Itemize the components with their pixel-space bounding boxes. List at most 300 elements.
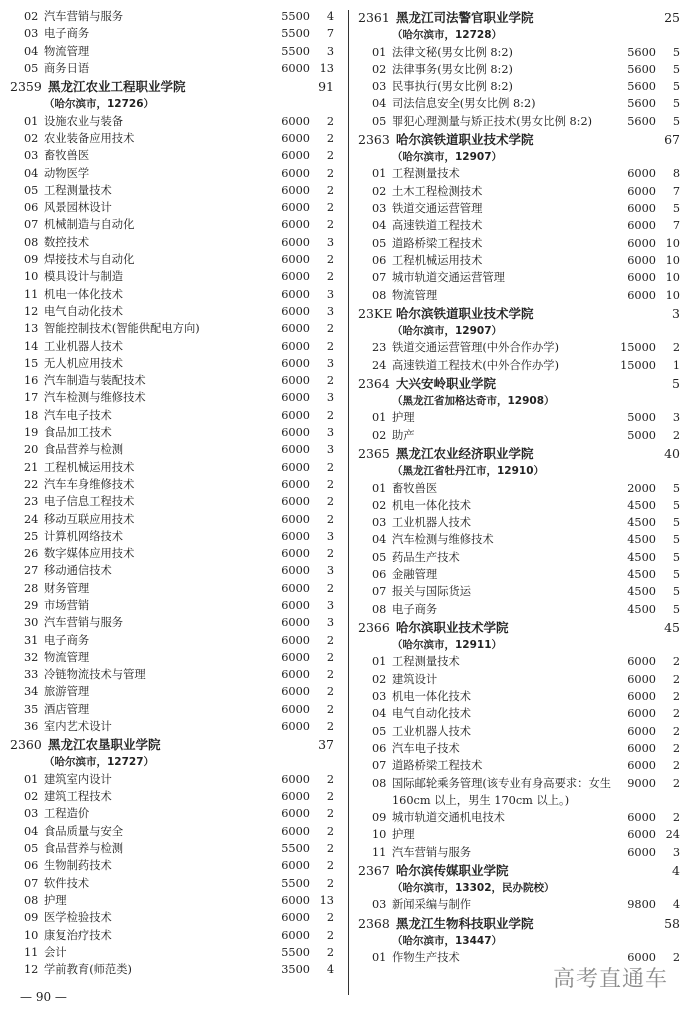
major-name: 汽车检测与维修技术 [44,391,146,405]
major-row [10,234,340,251]
tuition-fee: 5500 [281,44,310,58]
major-code: 09 [372,811,387,825]
plan-count: 3 [326,391,334,405]
tuition-fee: 5600 [627,80,656,94]
major-row [10,60,340,77]
major-name: 金融管理 [392,568,438,582]
plan-count: 7 [672,184,680,198]
major-row [10,961,340,978]
major-name: 软件技术 [44,876,90,890]
plan-count: 3 [326,426,334,440]
tuition-fee: 6000 [281,650,310,664]
major-name: 罪犯心理测量与矫正技术(男女比例 8:2) [392,114,593,128]
major-row [10,407,340,424]
major-row [358,287,686,304]
major-row [10,303,340,320]
tuition-fee: 6000 [281,304,310,318]
major-code: 09 [24,911,39,925]
major-code: 11 [372,845,387,859]
major-code: 11 [24,287,39,301]
major-name: 冷链物流技术与管理 [44,668,146,682]
major-code: 08 [372,776,387,790]
plan-count: 3 [326,616,334,630]
tuition-fee: 5600 [627,45,656,59]
major-name: 民事执行(男女比例 8:2) [392,80,513,94]
plan-count: 2 [326,876,334,890]
major-code: 24 [372,358,387,372]
major-row [358,566,686,583]
plan-count: 2 [672,776,680,790]
major-row [358,844,686,861]
tuition-fee: 6000 [627,828,656,842]
major-name: 食品质量与安全 [44,824,124,838]
major-name: 酒店管理 [44,702,90,716]
major-code: 04 [24,44,39,58]
major-code: 04 [372,219,387,233]
major-row [10,286,340,303]
plan-count: 5 [672,568,680,582]
major-code: 29 [24,599,39,612]
major-row [358,183,686,200]
major-code: 08 [372,602,387,616]
major-name: 高速铁道工程技术(中外合作办学) [392,358,559,372]
school-header [358,374,686,393]
major-code: 17 [24,391,39,405]
plan-count: 2 [326,495,334,509]
major-row [10,424,340,441]
major-row [10,165,340,182]
major-code: 04 [24,824,39,838]
tuition-fee: 5600 [627,97,656,111]
plan-count: 4 [326,10,334,23]
tuition-fee: 6000 [281,547,310,561]
major-code: 02 [372,184,387,198]
tuition-fee: 6000 [281,235,310,249]
major-code: 14 [24,339,39,353]
tuition-fee: 6000 [281,859,310,873]
major-code: 16 [24,374,39,388]
school-location: （黑龙江省牡丹江市，12910） [392,465,545,478]
major-name: 财务管理 [44,581,90,595]
tuition-fee: 4500 [627,516,656,530]
major-name: 工程测量技术 [392,655,460,669]
tuition-fee: 6000 [281,512,310,526]
major-code: 07 [372,585,387,599]
school-code: 2366 [358,619,390,635]
major-row [358,252,686,269]
major-name: 城市轨道交通运营管理 [392,271,505,285]
school-location: （哈尔滨市，12727） [44,756,155,769]
school-total: 37 [318,737,334,753]
tuition-fee: 6000 [281,253,310,267]
major-name: 市场营销 [44,599,90,612]
major-name: 学前教育(师范类) [44,963,132,977]
tuition-fee: 6000 [627,202,656,216]
major-code: 19 [24,426,39,440]
major-row [358,497,686,514]
major-row [10,944,340,961]
major-name: 汽车车身维修技术 [44,477,135,491]
school-name: 黑龙江农垦职业学院 [48,737,161,753]
plan-count: 2 [326,859,334,873]
major-row [358,826,686,843]
major-row [358,61,686,78]
major-code: 03 [24,807,39,821]
school-code: 23KE [358,305,393,321]
tuition-fee: 6000 [281,61,310,75]
tuition-fee: 6000 [281,529,310,543]
left-column [10,8,340,978]
plan-count: 2 [672,690,680,704]
plan-count: 1 [672,358,680,372]
tuition-fee: 6000 [627,724,656,738]
plan-count: 3 [326,443,334,457]
school-code: 2360 [10,737,42,753]
major-name: 焊接技术与自动化 [44,253,135,267]
plan-count: 2 [326,166,334,180]
major-name: 电子商务 [44,633,90,647]
school-total: 40 [664,446,680,462]
plan-count: 2 [326,183,334,197]
major-code: 06 [24,859,39,873]
major-name: 畜牧兽医 [44,149,90,163]
plan-count: 8 [672,167,680,181]
plan-count: 10 [665,288,680,302]
major-row [358,775,686,810]
major-row [10,823,340,840]
school-location: （哈尔滨市，12726） [44,98,155,111]
major-code: 08 [24,235,39,249]
tuition-fee: 6000 [281,495,310,509]
major-code: 03 [372,690,387,704]
plan-count: 2 [672,707,680,721]
major-name: 数控技术 [44,235,90,249]
plan-count: 10 [665,271,680,285]
major-name: 土木工程检测技术 [392,184,483,198]
school-code: 2364 [358,375,390,391]
major-row [358,78,686,95]
major-row [10,875,340,892]
plan-count: 2 [672,951,680,965]
tuition-fee: 6000 [627,951,656,965]
tuition-fee: 5000 [627,411,656,425]
major-row [358,531,686,548]
major-code: 03 [372,898,387,912]
tuition-fee: 6000 [281,807,310,821]
tuition-fee: 6000 [627,672,656,686]
plan-count: 5 [672,97,680,111]
school-name: 哈尔滨传媒职业学院 [396,862,509,878]
major-code: 05 [372,724,387,738]
tuition-fee: 6000 [281,322,310,336]
major-code: 07 [24,218,39,232]
major-code: 02 [372,428,387,442]
major-code: 22 [24,477,39,491]
plan-count: 5 [672,62,680,76]
school-total: 5 [672,375,680,391]
plan-count: 2 [672,341,680,355]
major-name: 医学检验技术 [44,911,112,925]
major-code: 04 [372,97,387,111]
major-code: 08 [24,893,39,907]
major-code: 03 [24,149,39,163]
major-row [10,459,340,476]
major-row [10,840,340,857]
tuition-fee: 6000 [281,131,310,145]
tuition-fee: 5600 [627,114,656,128]
plan-count: 3 [326,287,334,301]
tuition-fee: 6000 [627,707,656,721]
major-row [10,113,340,130]
major-code: 02 [24,790,39,804]
major-name: 汽车营销与服务 [392,845,472,859]
plan-count: 2 [326,772,334,786]
plan-count: 5 [672,516,680,530]
major-row [358,740,686,757]
major-name: 建筑室内设计 [44,772,112,786]
major-code: 01 [372,481,387,495]
tuition-fee: 6000 [281,391,310,405]
school-code: 2363 [358,131,390,147]
school-name: 哈尔滨职业技术学院 [396,619,509,635]
major-code: 12 [24,963,39,977]
major-row [10,562,340,579]
tuition-fee: 6000 [281,218,310,232]
major-row [10,666,340,683]
major-row [358,409,686,426]
major-row [358,549,686,566]
major-code: 10 [24,928,39,942]
plan-count: 7 [672,219,680,233]
major-name: 汽车电子技术 [44,408,112,422]
tuition-fee: 4500 [627,498,656,512]
major-row [10,43,340,60]
school-header [358,914,686,933]
major-code: 01 [24,772,39,786]
major-row [10,8,340,25]
major-code: 15 [24,356,39,370]
tuition-fee: 5500 [281,876,310,890]
major-code: 05 [24,183,39,197]
major-name: 智能控制技术(智能供配电方向) [44,322,200,336]
tuition-fee: 6000 [627,845,656,859]
major-code: 04 [372,533,387,547]
plan-count: 2 [326,824,334,838]
major-code: 13 [24,322,39,336]
major-name: 汽车电子技术 [392,741,460,755]
major-name: 护理 [392,411,415,425]
major-name: 汽车营销与服务 [44,616,124,630]
major-code: 01 [372,655,387,669]
plan-count: 3 [326,356,334,370]
major-name: 建筑工程技术 [44,790,112,804]
major-name: 食品营养与检测 [44,443,124,457]
plan-count: 4 [672,898,680,912]
school-total: 67 [664,131,680,147]
major-name: 司法信息安全(男女比例 8:2) [392,97,536,111]
major-row [358,269,686,286]
major-name: 道路桥梁工程技术 [392,236,483,250]
major-code: 36 [24,720,39,734]
school-location: （哈尔滨市，12728） [392,29,503,41]
major-name: 高速铁道工程技术 [392,219,483,233]
major-row [10,632,340,649]
major-name: 机电一体化技术 [392,498,472,512]
major-code: 30 [24,616,39,630]
major-code: 03 [24,27,39,41]
plan-count: 2 [326,374,334,388]
major-code: 11 [24,945,39,959]
major-code: 02 [372,62,387,76]
tuition-fee: 6000 [281,339,310,353]
major-code: 06 [24,201,39,215]
major-code: 05 [372,550,387,564]
major-row [10,493,340,510]
school-name: 黑龙江农业工程职业学院 [48,79,186,95]
major-row [10,476,340,493]
major-row [10,857,340,874]
plan-count: 2 [326,581,334,595]
major-name: 工业机器人技术 [392,724,472,738]
major-code: 06 [372,253,387,267]
major-name: 工程机械运用技术 [44,460,135,474]
tuition-fee: 6000 [281,426,310,440]
tuition-fee: 6000 [281,356,310,370]
major-row [358,95,686,112]
plan-count: 2 [326,928,334,942]
tuition-fee: 6000 [281,720,310,734]
plan-count: 2 [672,811,680,825]
tuition-fee: 15000 [620,358,656,372]
major-code: 01 [372,411,387,425]
plan-count: 10 [665,236,680,250]
school-header [358,8,686,27]
major-row [358,235,686,252]
tuition-fee: 5000 [627,428,656,442]
plan-count: 2 [326,945,334,959]
major-row [358,705,686,722]
major-row [10,545,340,562]
major-row [358,653,686,670]
plan-count: 2 [326,547,334,561]
major-code: 02 [24,131,39,145]
major-code: 26 [24,547,39,561]
plan-count: 5 [672,498,680,512]
tuition-fee: 6000 [627,741,656,755]
plan-count: 2 [326,911,334,925]
school-name: 哈尔滨铁道职业技术学院 [396,305,534,321]
major-name: 康复治疗技术 [44,928,112,942]
tuition-fee: 6000 [281,149,310,163]
major-row [10,788,340,805]
school-header [10,735,340,754]
major-row [358,896,686,913]
major-row [358,583,686,600]
major-row [358,165,686,182]
major-code: 01 [372,45,387,59]
tuition-fee: 6000 [281,772,310,786]
major-name: 工程测量技术 [44,183,112,197]
major-row [10,718,340,735]
tuition-fee: 6000 [281,287,310,301]
plan-count: 3 [672,411,680,425]
major-name: 移动通信技术 [44,564,112,578]
plan-count: 2 [326,218,334,232]
major-name: 汽车检测与维修技术 [392,533,494,547]
school-header [358,618,686,637]
major-code: 05 [24,842,39,856]
plan-count: 3 [326,44,334,58]
plan-count: 2 [326,842,334,856]
school-header [358,130,686,149]
plan-count: 2 [326,270,334,284]
plan-count: 3 [326,564,334,578]
school-code: 2359 [10,79,42,95]
major-name: 风景园林设计 [44,201,112,215]
plan-count: 2 [326,322,334,336]
plan-count: 2 [326,149,334,163]
plan-count: 13 [319,893,334,907]
major-row [358,200,686,217]
major-code: 03 [372,80,387,94]
tuition-fee: 6000 [281,581,310,595]
major-row [10,182,340,199]
major-code: 25 [24,529,39,543]
major-row [10,580,340,597]
major-name: 铁道交通运营管理(中外合作办学) [392,341,559,355]
plan-count: 2 [672,428,680,442]
column-divider [348,10,349,995]
plan-count: 2 [326,633,334,647]
tuition-fee: 6000 [281,477,310,491]
major-code: 05 [372,114,387,128]
plan-count: 4 [326,963,334,977]
tuition-fee: 6000 [627,167,656,181]
major-code: 08 [372,288,387,302]
major-row [10,771,340,788]
tuition-fee: 6000 [281,702,310,716]
tuition-fee: 6000 [627,759,656,773]
major-code: 01 [24,114,39,128]
watermark: 高考直通车 [552,967,668,992]
major-row [10,927,340,944]
plan-count: 2 [326,339,334,353]
major-code: 07 [24,876,39,890]
tuition-fee: 6000 [281,564,310,578]
tuition-fee: 6000 [281,166,310,180]
tuition-fee: 6000 [627,236,656,250]
plan-count: 2 [326,668,334,682]
plan-count: 2 [326,114,334,128]
major-row [358,723,686,740]
tuition-fee: 6000 [281,911,310,925]
school-header [358,304,686,323]
plan-count: 2 [326,807,334,821]
school-code: 2365 [358,446,390,462]
tuition-fee: 6000 [281,599,310,612]
tuition-fee: 6000 [281,685,310,699]
school-location: （哈尔滨市，13302，民办院校） [392,881,555,894]
school-location: （哈尔滨市，12907） [392,324,503,337]
plan-count: 5 [672,602,680,616]
major-code: 35 [24,702,39,716]
major-code: 34 [24,685,39,699]
major-code: 03 [372,202,387,216]
major-name: 移动互联应用技术 [44,512,135,526]
major-code: 27 [24,564,39,578]
major-code: 04 [24,166,39,180]
tuition-fee: 6000 [627,811,656,825]
